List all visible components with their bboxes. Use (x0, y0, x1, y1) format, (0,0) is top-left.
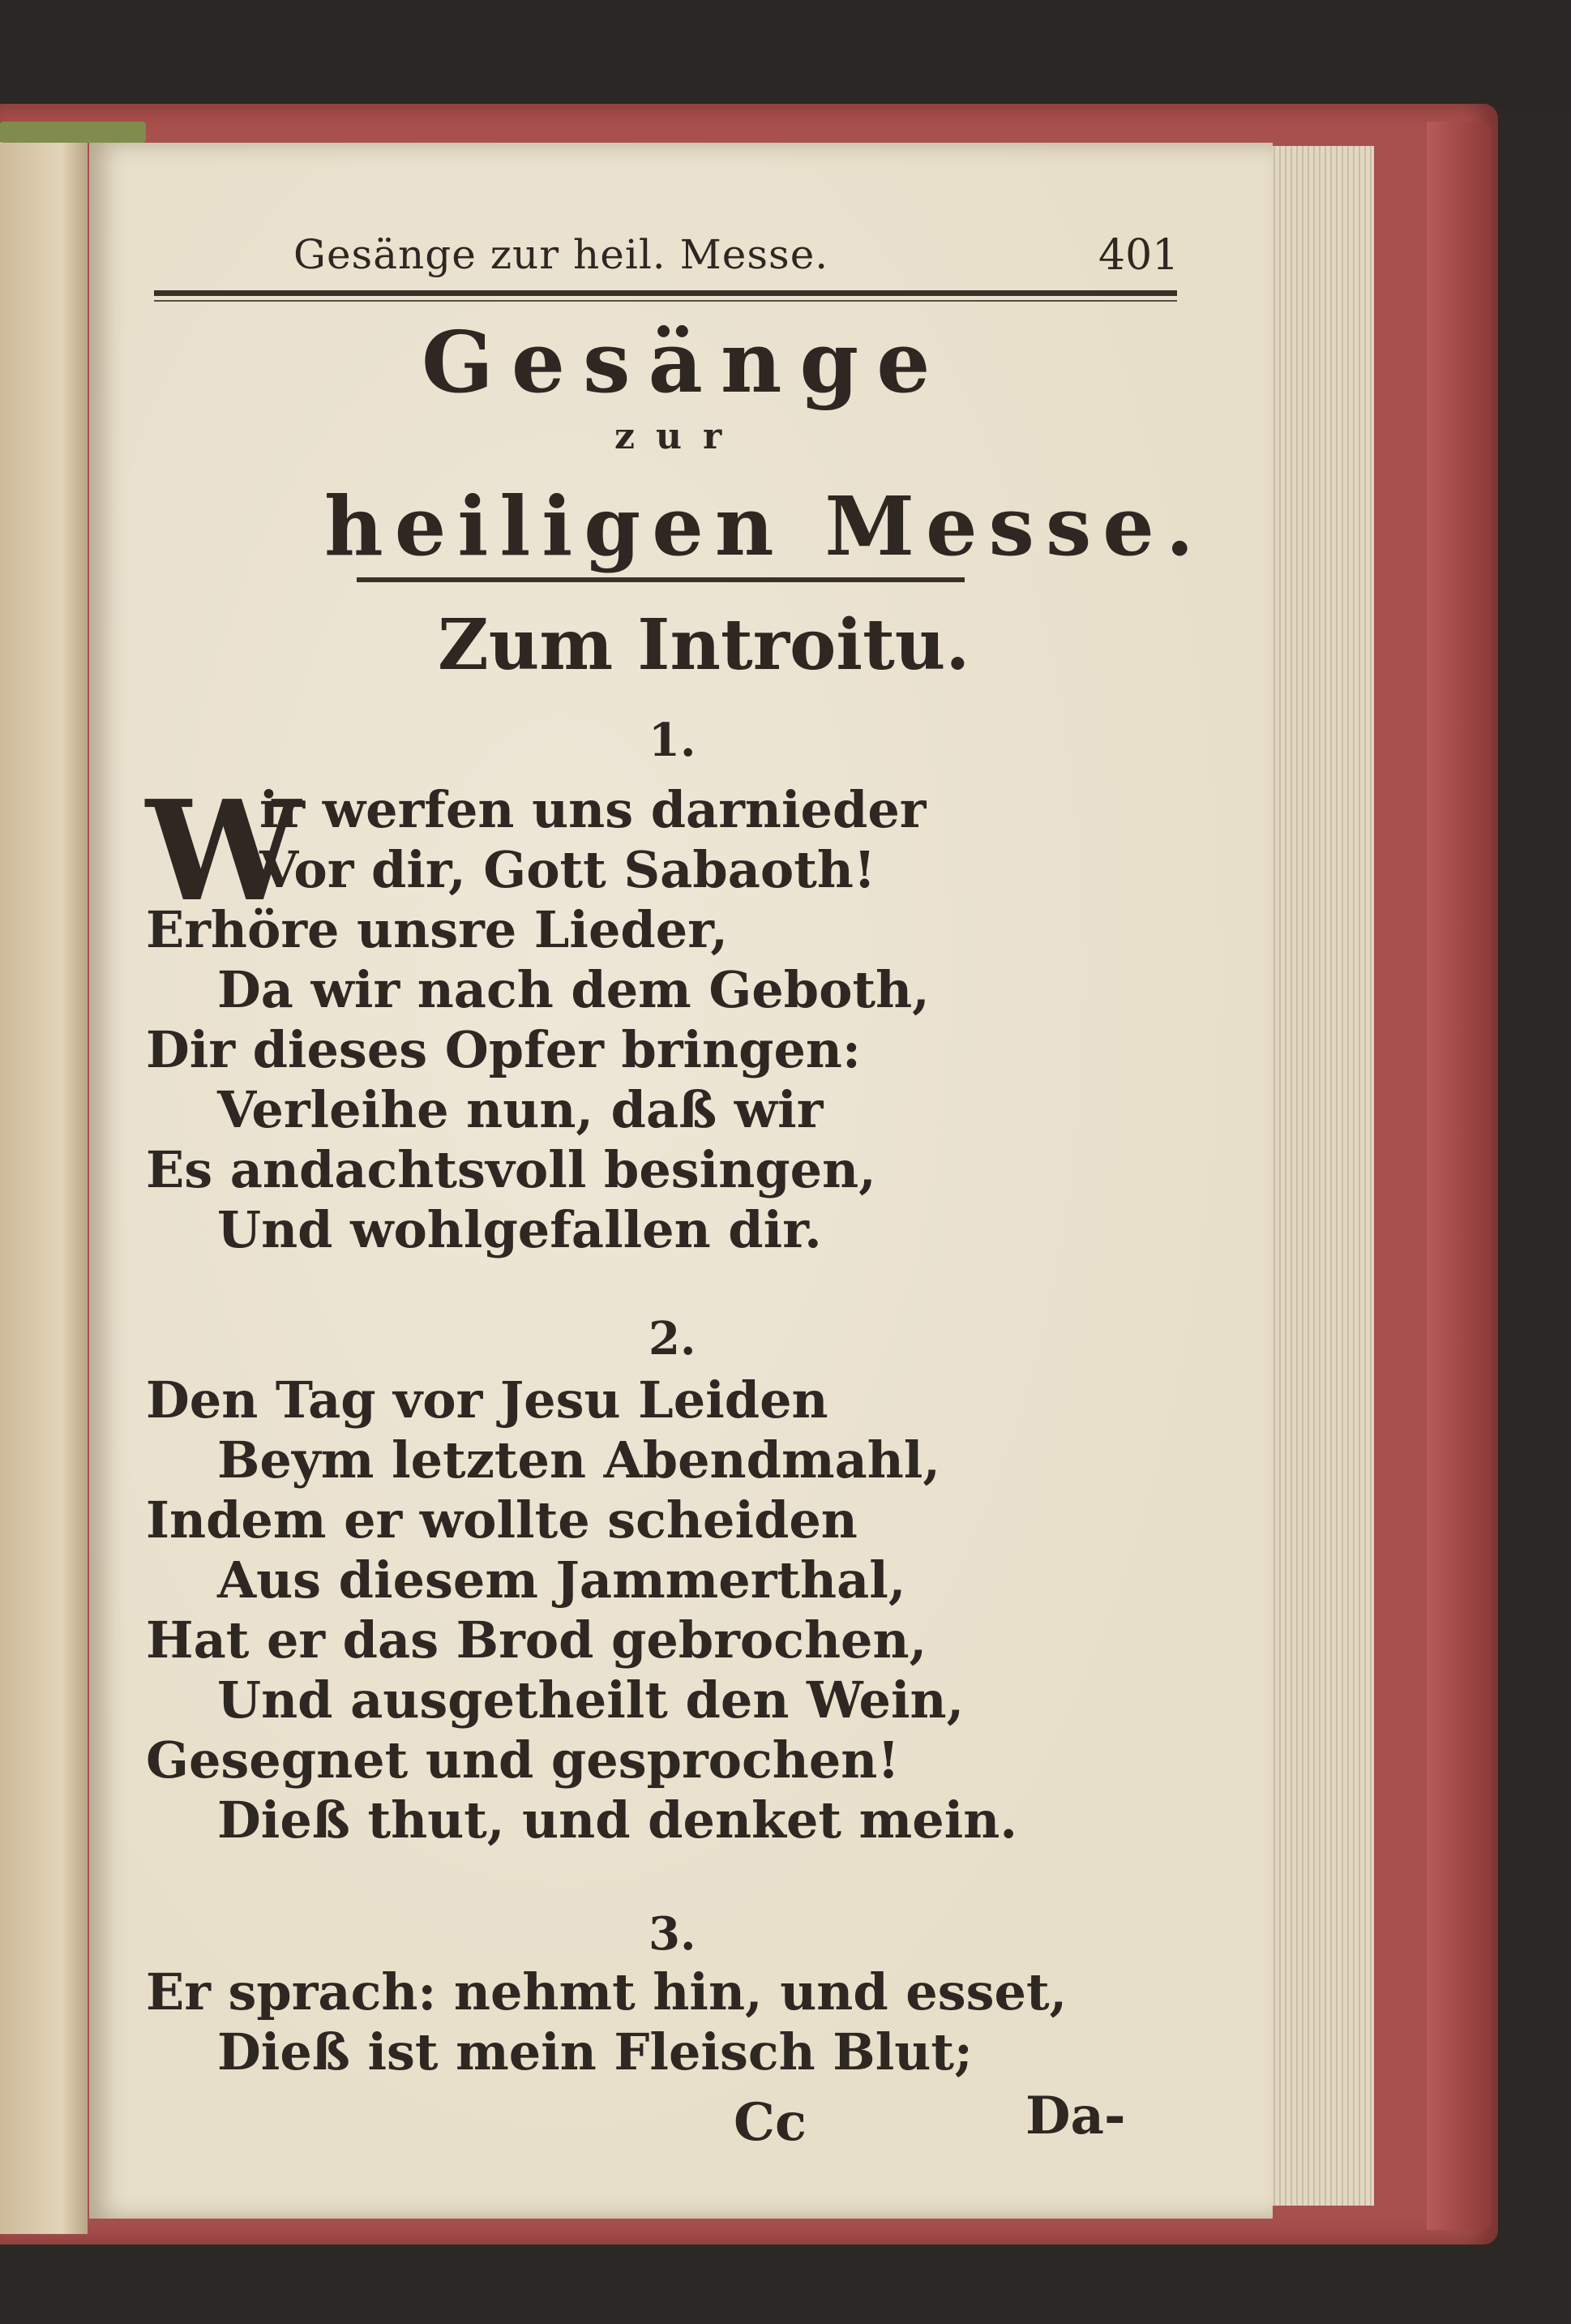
verse-line: Dieß ist mein Fleisch Blut; (217, 2022, 973, 2082)
verse-line: Den Tag vor Jesu Leiden (146, 1370, 828, 1430)
header-rule (154, 290, 1177, 296)
catchword: Da- (1025, 2086, 1126, 2146)
backdrop (0, 0, 1571, 109)
stanza-number: 1. (649, 714, 696, 767)
verse-line: Es andachtsvoll besingen, (146, 1140, 876, 1199)
verse-line: Verleihe nun, daß wir (217, 1080, 824, 1139)
verse-line: Indem er wollte scheiden (146, 1490, 858, 1550)
section-subtitle: Zum Introitu. (438, 604, 970, 686)
title-line-1: Gesänge (422, 312, 948, 412)
verse-line: Vor dir, Gott Sabaoth! (259, 840, 876, 899)
verse-line: Hat er das Brod gebrochen, (146, 1610, 927, 1670)
verse-line: ir werfen uns darnieder (259, 780, 927, 839)
drop-cap: W (146, 770, 301, 933)
signature-mark: Cc (734, 2092, 807, 2153)
title-line-3: heiligen Messe. (324, 478, 1205, 574)
title-line-2: zur (614, 416, 743, 457)
bookmark-ribbon (0, 122, 146, 143)
title-rule (357, 577, 965, 582)
running-head: Gesänge zur heil. Messe. (293, 231, 829, 278)
verse-line: Aus diesem Jammerthal, (217, 1550, 906, 1610)
verse-line: Er sprach: nehmt hin, und esset, (146, 1962, 1068, 2022)
page-number: 401 (1098, 231, 1179, 280)
stanza-number: 2. (649, 1312, 696, 1366)
verse-line: Da wir nach dem Geboth, (217, 960, 930, 1019)
verse-line: Gesegnet und gesprochen! (146, 1730, 900, 1790)
cover-edge (1427, 122, 1492, 2230)
header-rule-thin (154, 300, 1177, 302)
verse-line: Dieß thut, und denket mein. (217, 1790, 1017, 1850)
verse-line: Und wohlgefallen dir. (217, 1200, 822, 1259)
verse-line: Und ausgetheilt den Wein, (217, 1670, 965, 1730)
verse-line: Dir dieses Opfer bringen: (146, 1020, 861, 1079)
left-page-edge (0, 142, 88, 2234)
verse-line: Beym letzten Abendmahl, (217, 1430, 940, 1490)
stanza-number: 3. (649, 1907, 696, 1961)
verse-line: Erhöre unsre Lieder, (146, 900, 728, 959)
